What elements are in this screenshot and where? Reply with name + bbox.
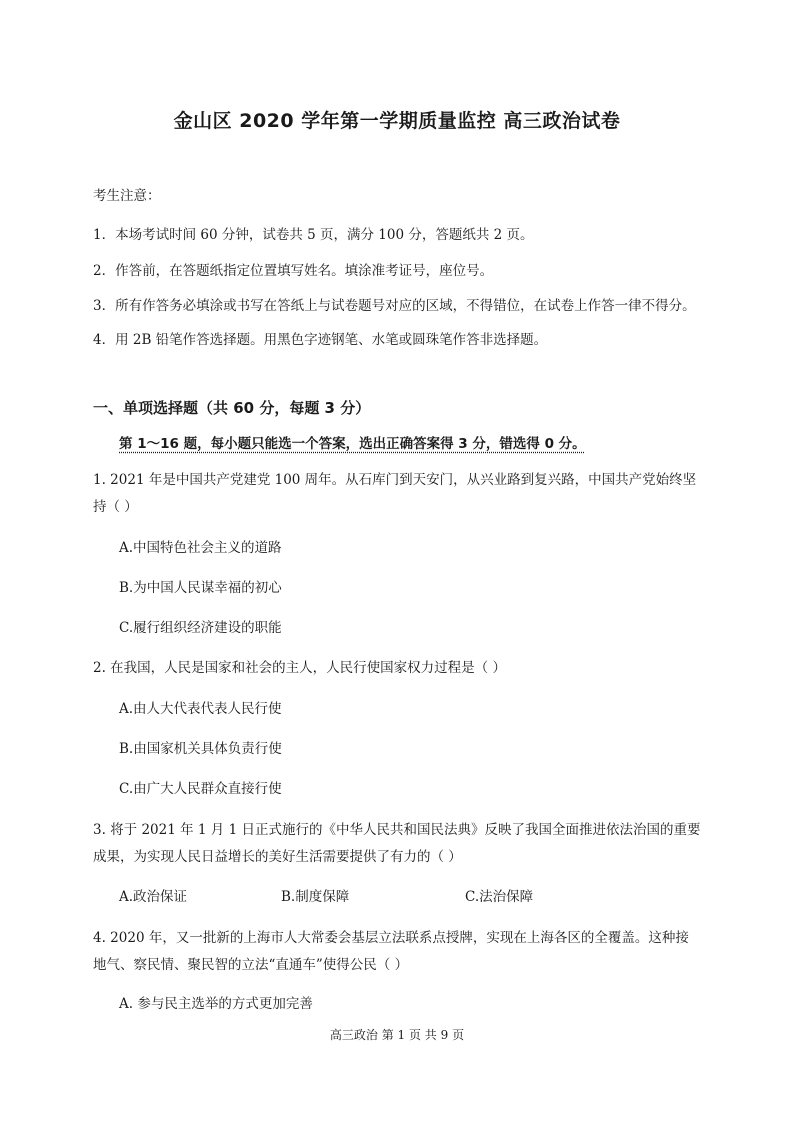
notice-item-1: 1．本场考试时间 60 分钟，试卷共 5 页，满分 100 分，答题纸共 2 页。 [93, 227, 534, 243]
page-footer: 高三政治 第 1 页 共 9 页 [329, 1028, 465, 1042]
question-2-option-c: C.由广大人民群众直接行使 [119, 781, 282, 797]
question-4-option-a: A. 参与民主选举的方式更加完善 [119, 996, 313, 1012]
question-3-stem: 3. 将于 2021 年 1 月 1 日正式施行的《中华人民共和国民法典》反映了我国全面推进依法治国的重要 [93, 822, 701, 838]
section-note-text: 第 1～16 题，每小题只能选一个答案，选出正确答案得 3 分，错选得 0 分。 [119, 436, 586, 452]
question-4-stem: 4. 2020 年，又一批新的上海市人大常委会基层立法联系点授牌，实现在上海各区的全覆盖。这种接 [93, 930, 689, 946]
question-1-stem-cont: 持（ ） [93, 499, 138, 515]
question-3-option-b: B.制度保障 [281, 889, 350, 905]
question-3-option-a: A.政治保证 [119, 889, 188, 905]
section-note [119, 432, 586, 452]
question-2-option-b: B.由国家机关具体负责行使 [119, 741, 282, 757]
question-3-stem-cont: 成果，为实现人民日益增长的美好生活需要提供了有力的（ ） [93, 849, 462, 865]
notice-heading: 考生注意： [93, 188, 161, 204]
section-heading: 一、单项选择题（共 60 分，每题 3 分） [93, 399, 371, 417]
question-1-stem: 1. 2021 年是中国共产党建党 100 周年。从石库门到天安门，从兴业路到复兴路，中国共产党始终坚 [93, 472, 697, 488]
question-1-option-c: C.履行组织经济建设的职能 [119, 620, 282, 636]
notice-item-3: 3．所有作答务必填涂或书写在答纸上与试卷题号对应的区域，不得错位，在试卷上作答一律不得分。 [93, 298, 696, 314]
question-3-option-c: C.法治保障 [465, 889, 534, 905]
question-2-stem: 2. 在我国，人民是国家和社会的主人，人民行使国家权力过程是（ ） [93, 660, 506, 676]
question-1-option-a: A.中国特色社会主义的道路 [119, 540, 282, 556]
exam-title: 金山区 2020 学年第一学期质量监控 高三政治试卷 [173, 110, 621, 132]
notice-item-4: 4．用 2B 铅笔作答选择题。用黑色字迹钢笔、水笔或圆珠笔作答非选择题。 [93, 332, 548, 348]
question-4-stem-cont: 地气、察民情、聚民智的立法“直通车”使得公民（ ） [93, 957, 409, 973]
notice-item-2: 2．作答前，在答题纸指定位置填写姓名。填涂准考证号，座位号。 [93, 263, 494, 279]
question-1-option-b: B.为中国人民谋幸福的初心 [119, 580, 282, 596]
question-2-option-a: A.由人大代表代表人民行使 [119, 701, 282, 717]
